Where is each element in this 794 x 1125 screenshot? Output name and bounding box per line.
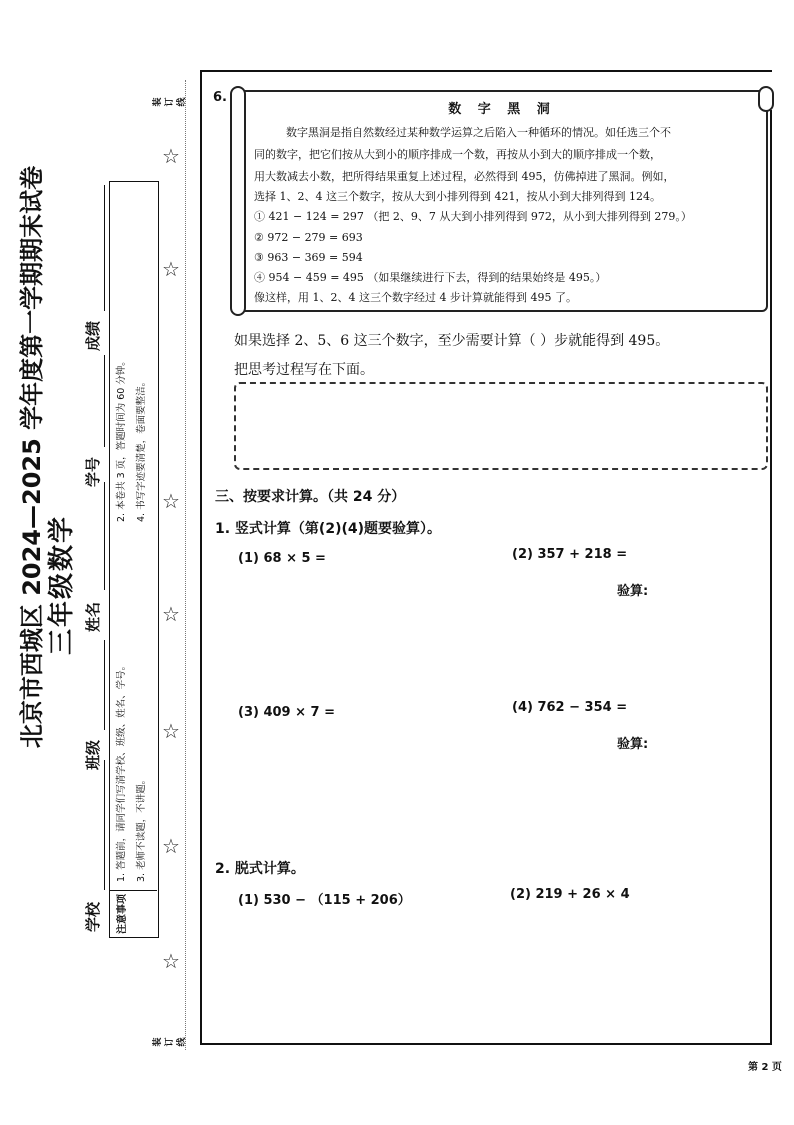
check-label: 验算: (617, 584, 649, 599)
notice-box (109, 181, 159, 938)
school-label: 学校 (84, 901, 102, 932)
step-calc-item-2: (2) 219 + 26 × 4 (510, 887, 630, 902)
star-icon: ☆ (162, 602, 180, 626)
answer-box[interactable] (234, 382, 768, 470)
scroll-curl-left-icon (230, 86, 246, 316)
cutline-label-bottom: 装订线 (153, 1037, 187, 1047)
question-6-number: 6. (213, 90, 227, 105)
student-no-field[interactable] (84, 355, 105, 447)
page-number: 第 2 页 (748, 1062, 782, 1073)
score-label: 成绩 (84, 320, 102, 351)
notice-line-4: 4. 书写字迹要清楚，卷面要整洁。 (136, 376, 147, 522)
scroll-line: ② 972 − 279 = 693 (254, 231, 363, 244)
exam-subject: 三年级数学 (47, 515, 77, 656)
question-6-prompt: 如果选择 2、5、6 这三个数字，至少需要计算（ ）步就能得到 495。 (234, 333, 670, 349)
scroll-line: ① 421 − 124 = 297 （把 2、9、7 从大到小排列得到 972，从小到大排列得到 279。） (254, 210, 692, 223)
notice-head-cell (110, 890, 157, 937)
cut-dotted-line (185, 80, 186, 1050)
calc-item-3: (3) 409 × 7 = (238, 705, 335, 720)
scroll-title: 数 字 黑 洞 (448, 102, 556, 117)
scroll-line: ③ 963 − 369 = 594 (254, 251, 363, 264)
check-label: 验算: (617, 737, 649, 752)
section-3-title: 三、按要求计算。（共 24 分） (215, 489, 406, 505)
scroll-line: 像这样，用 1、2、4 这三个数字经过 4 步计算就能得到 495 了。 (254, 291, 577, 304)
class-field[interactable] (84, 640, 105, 730)
name-label: 姓名 (84, 601, 102, 632)
notice-line-2: 2. 本卷共 3 页，答题时间为 60 分钟。 (116, 356, 127, 522)
question-6-instruction: 把思考过程写在下面。 (234, 362, 374, 378)
star-icon: ☆ (162, 144, 180, 168)
star-icon: ☆ (162, 719, 180, 743)
star-icon: ☆ (162, 257, 180, 281)
score-field[interactable] (84, 185, 105, 311)
calc-item-2: (2) 357 + 218 = (512, 547, 628, 562)
calc-item-4: (4) 762 − 354 = (512, 700, 628, 715)
notice-line-3: 3. 老师不读题，不讲题。 (136, 774, 147, 882)
scroll-line: 用大数减去小数，把所得结果重复上述过程，必然得到 495，仿佛掉进了黑洞。例如， (254, 170, 675, 183)
page-frame-right-edge (770, 110, 772, 1045)
scroll-line: 数字黑洞是指自然数经过某种数学运算之后陷入一种循环的情况。如任选三个不 (286, 126, 671, 139)
vertical-calc-title: 1. 竖式计算（第(2)(4)题要验算）。 (215, 521, 442, 537)
step-calc-title: 2. 脱式计算。 (215, 861, 305, 877)
star-icon: ☆ (162, 834, 180, 858)
step-calc-item-1: (1) 530 − （115 + 206） (238, 893, 411, 908)
calc-item-1: (1) 68 × 5 = (238, 551, 326, 566)
notice-head: 注意事项 (117, 894, 128, 934)
class-label: 班级 (84, 739, 102, 770)
scroll-line: ④ 954 − 459 = 495 （如果继续进行下去，得到的结果始终是 495。） (254, 271, 607, 284)
scroll-line: 同的数字，把它们按从大到小的顺序排成一个数，再按从小到大的顺序排成一个数， (254, 148, 661, 161)
name-field[interactable] (84, 482, 105, 590)
school-field[interactable] (84, 760, 105, 890)
star-icon: ☆ (162, 489, 180, 513)
exam-title: 北京市西城区 2024—2025 学年度第一学期期末试卷 (18, 165, 46, 749)
scroll-line: 选择 1、2、4 这三个数字，按从大到小排列得到 421，按从小到大排列得到 124。 (254, 190, 661, 203)
star-icon: ☆ (162, 949, 180, 973)
cutline-label-top: 装订线 (153, 97, 187, 107)
notice-line-1: 1. 答题前，请同学们写清学校、班级、姓名、学号。 (116, 660, 127, 882)
student-no-label: 学号 (84, 456, 102, 487)
